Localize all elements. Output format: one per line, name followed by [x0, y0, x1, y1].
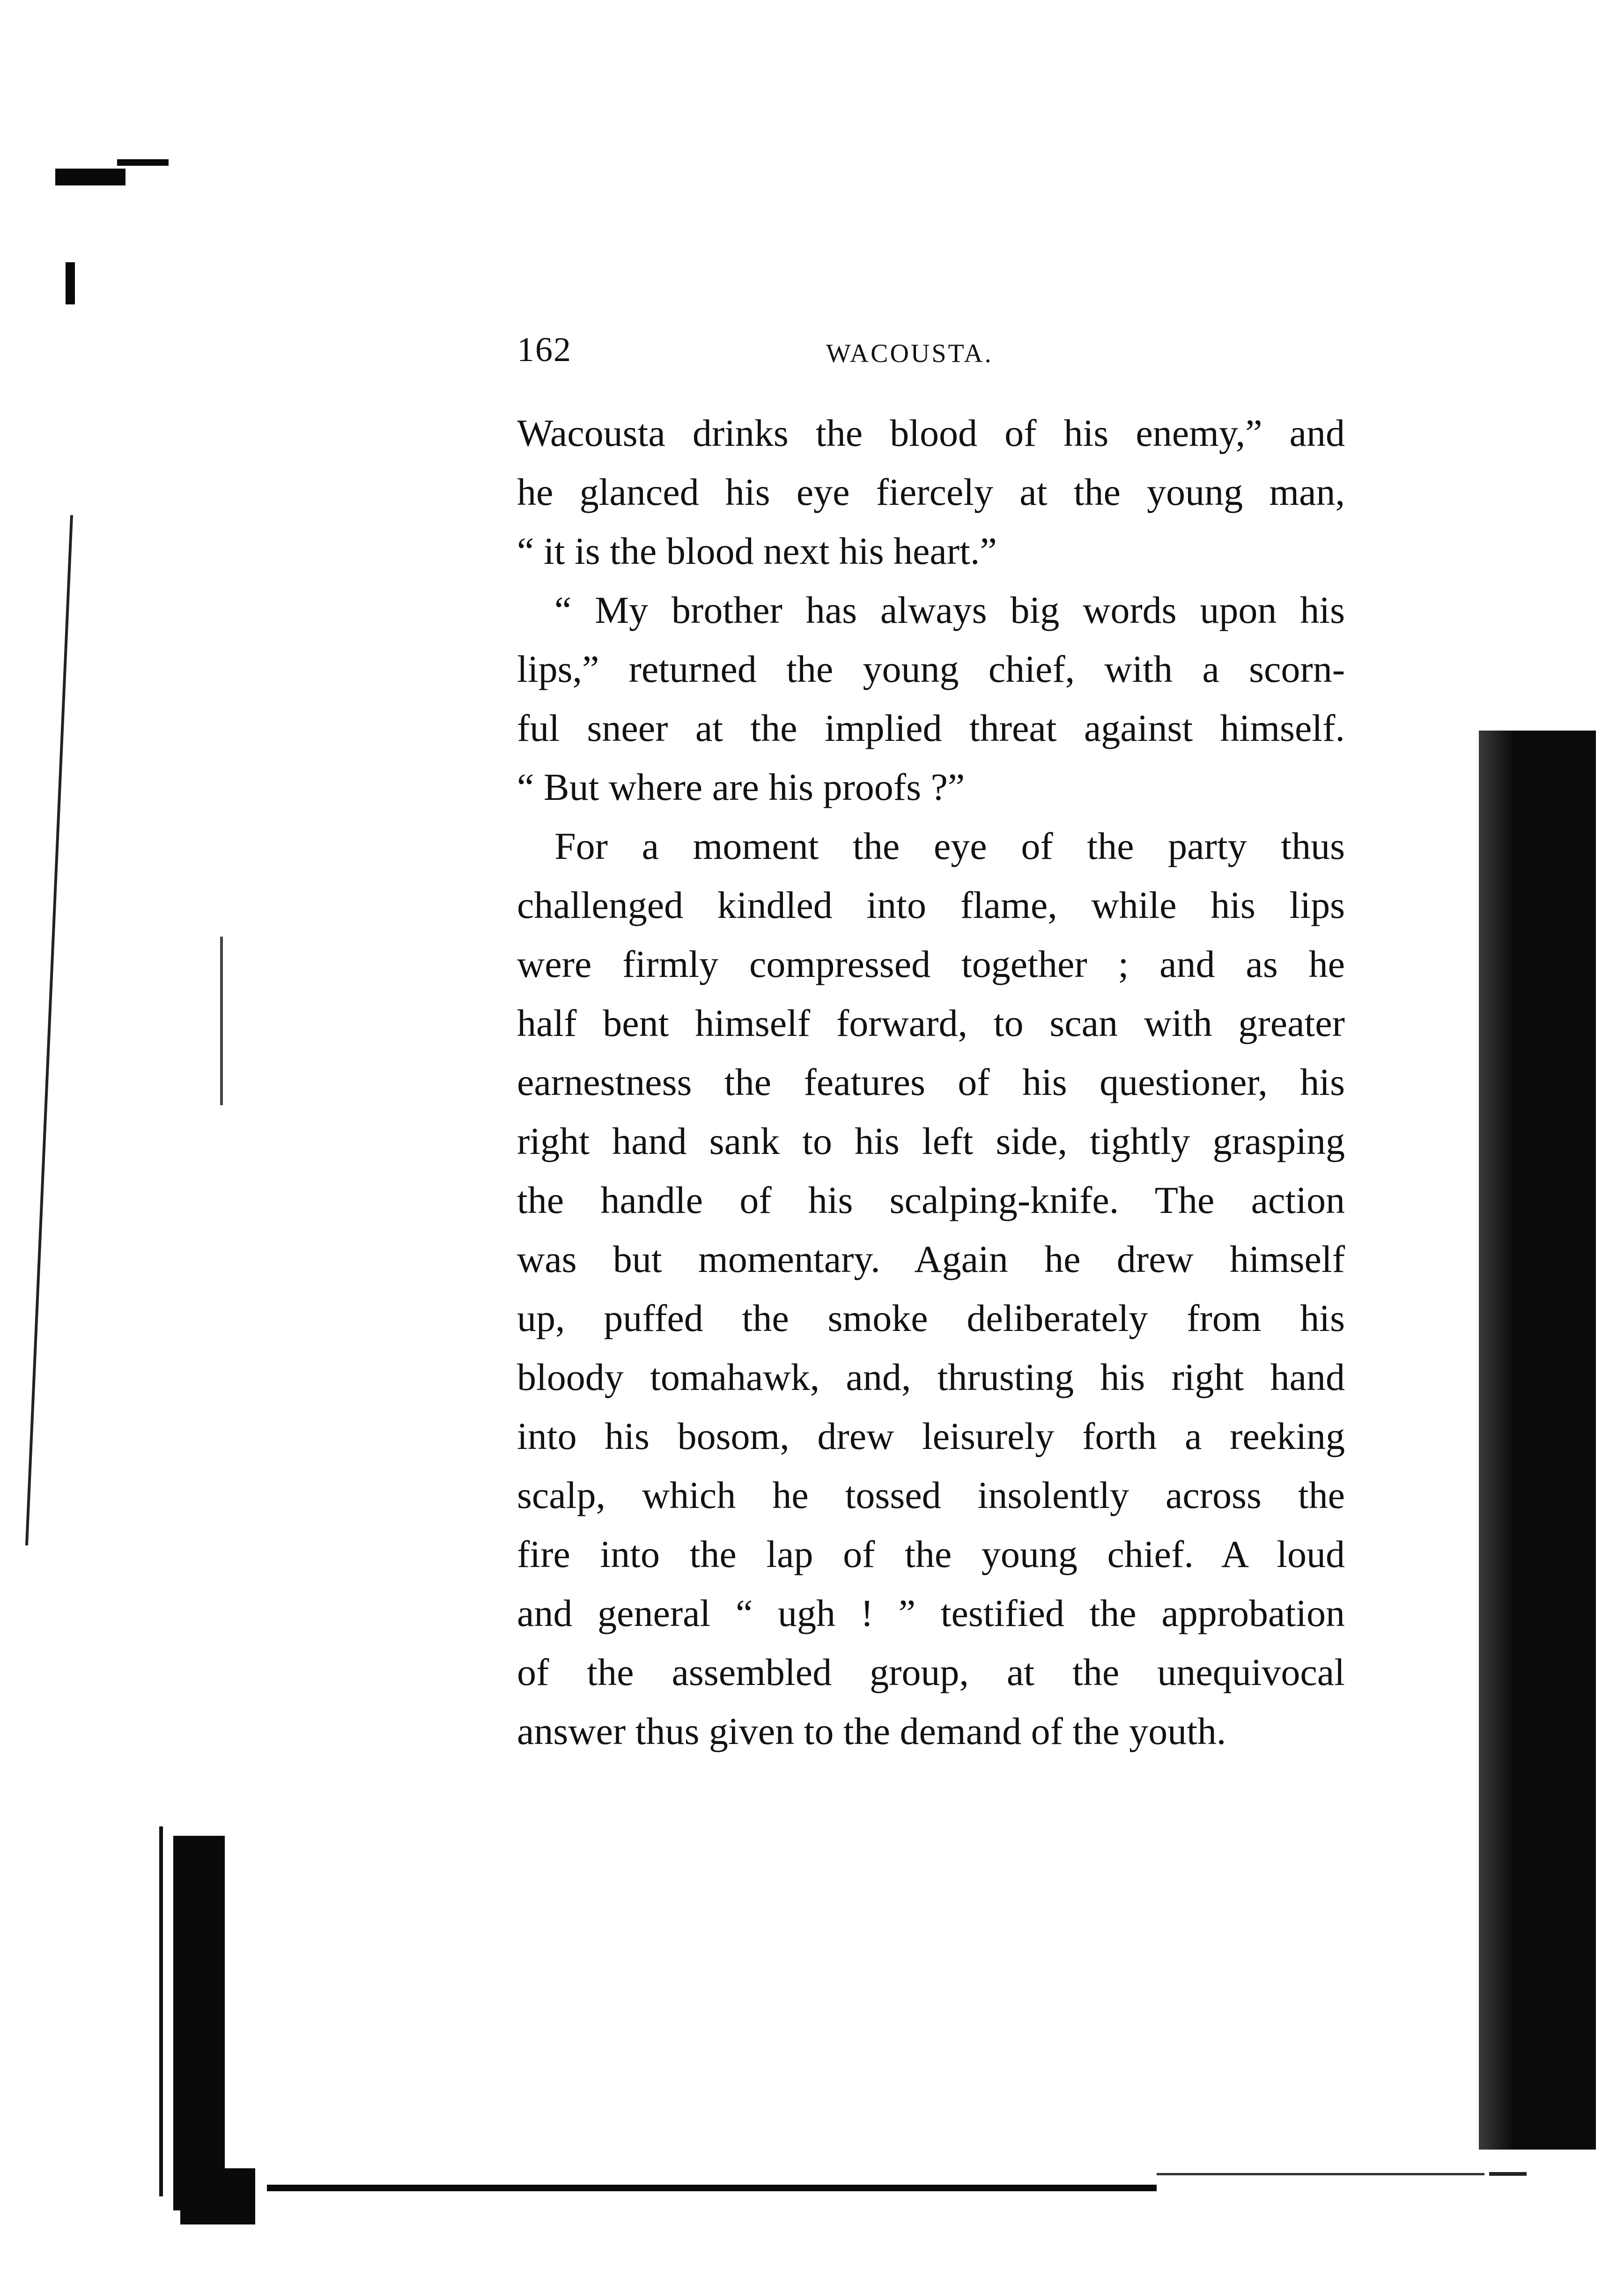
- text-line: bloody tomahawk, and, thrusting his right hand: [517, 1356, 1345, 1398]
- text-line: up, puffed the smoke deliberately from his: [517, 1297, 1345, 1339]
- text-line: and general “ ugh ! ” testified the approbation: [517, 1592, 1345, 1634]
- text-line: challenged kindled into flame, while his lips: [517, 884, 1345, 926]
- scan-artifact-gutter-specks: [220, 937, 223, 1105]
- text-line: fire into the lap of the young chief. A loud: [517, 1533, 1345, 1575]
- scan-artifact-right-shadow: [1479, 731, 1596, 2150]
- scan-artifact-bottom-left-block: [180, 2168, 255, 2224]
- scan-artifact-bottom-dots: [1489, 2172, 1527, 2176]
- page-number: 162: [517, 331, 572, 369]
- scan-artifact-specks: [66, 262, 75, 304]
- text-line: answer thus given to the demand of the youth.: [517, 1710, 1226, 1752]
- scan-artifact-bottom-rule: [267, 2185, 1157, 2191]
- body-text: [517, 404, 1345, 1761]
- text-line: earnestness the features of his questioner, his: [517, 1061, 1345, 1103]
- scan-artifact-top-left: [55, 169, 125, 185]
- text-line: right hand sank to his left side, tightly grasping: [517, 1120, 1345, 1162]
- scan-artifact-top-left-rule: [117, 159, 169, 166]
- text-line: half bent himself forward, to scan with greater: [517, 1002, 1345, 1044]
- text-line: For a moment the eye of the party thus: [554, 825, 1345, 867]
- scan-artifact-bottom-rule-thin: [1157, 2173, 1484, 2175]
- text-line: “ My brother has always big words upon his: [554, 589, 1345, 631]
- text-line: was but momentary. Again he drew himself: [517, 1238, 1345, 1280]
- text-line: the handle of his scalping-knife. The action: [517, 1179, 1345, 1221]
- scan-artifact-left-shadow: [173, 1836, 225, 2210]
- text-line: Wacousta drinks the blood of his enemy,” and: [517, 412, 1345, 454]
- text-line: ful sneer at the implied threat against himself.: [517, 707, 1345, 749]
- running-head: WACOUSTA.: [826, 339, 993, 368]
- text-line: of the assembled group, at the unequivocal: [517, 1651, 1345, 1693]
- text-line: “ But where are his proofs ?”: [517, 766, 965, 808]
- text-line: scalp, which he tossed insolently across the: [517, 1474, 1345, 1516]
- text-line: into his bosom, drew leisurely forth a reeking: [517, 1415, 1345, 1457]
- page-header: [517, 330, 1345, 377]
- text-line: were firmly compressed together ; and as he: [517, 943, 1345, 985]
- scan-artifact-left-edge: [25, 515, 73, 1545]
- text-line: he glanced his eye fiercely at the young man,: [517, 471, 1345, 513]
- text-line: “ it is the blood next his heart.”: [517, 530, 997, 572]
- scan-artifact-left-bottom-line: [159, 1826, 163, 2196]
- text-line: lips,” returned the young chief, with a scorn-: [517, 648, 1345, 690]
